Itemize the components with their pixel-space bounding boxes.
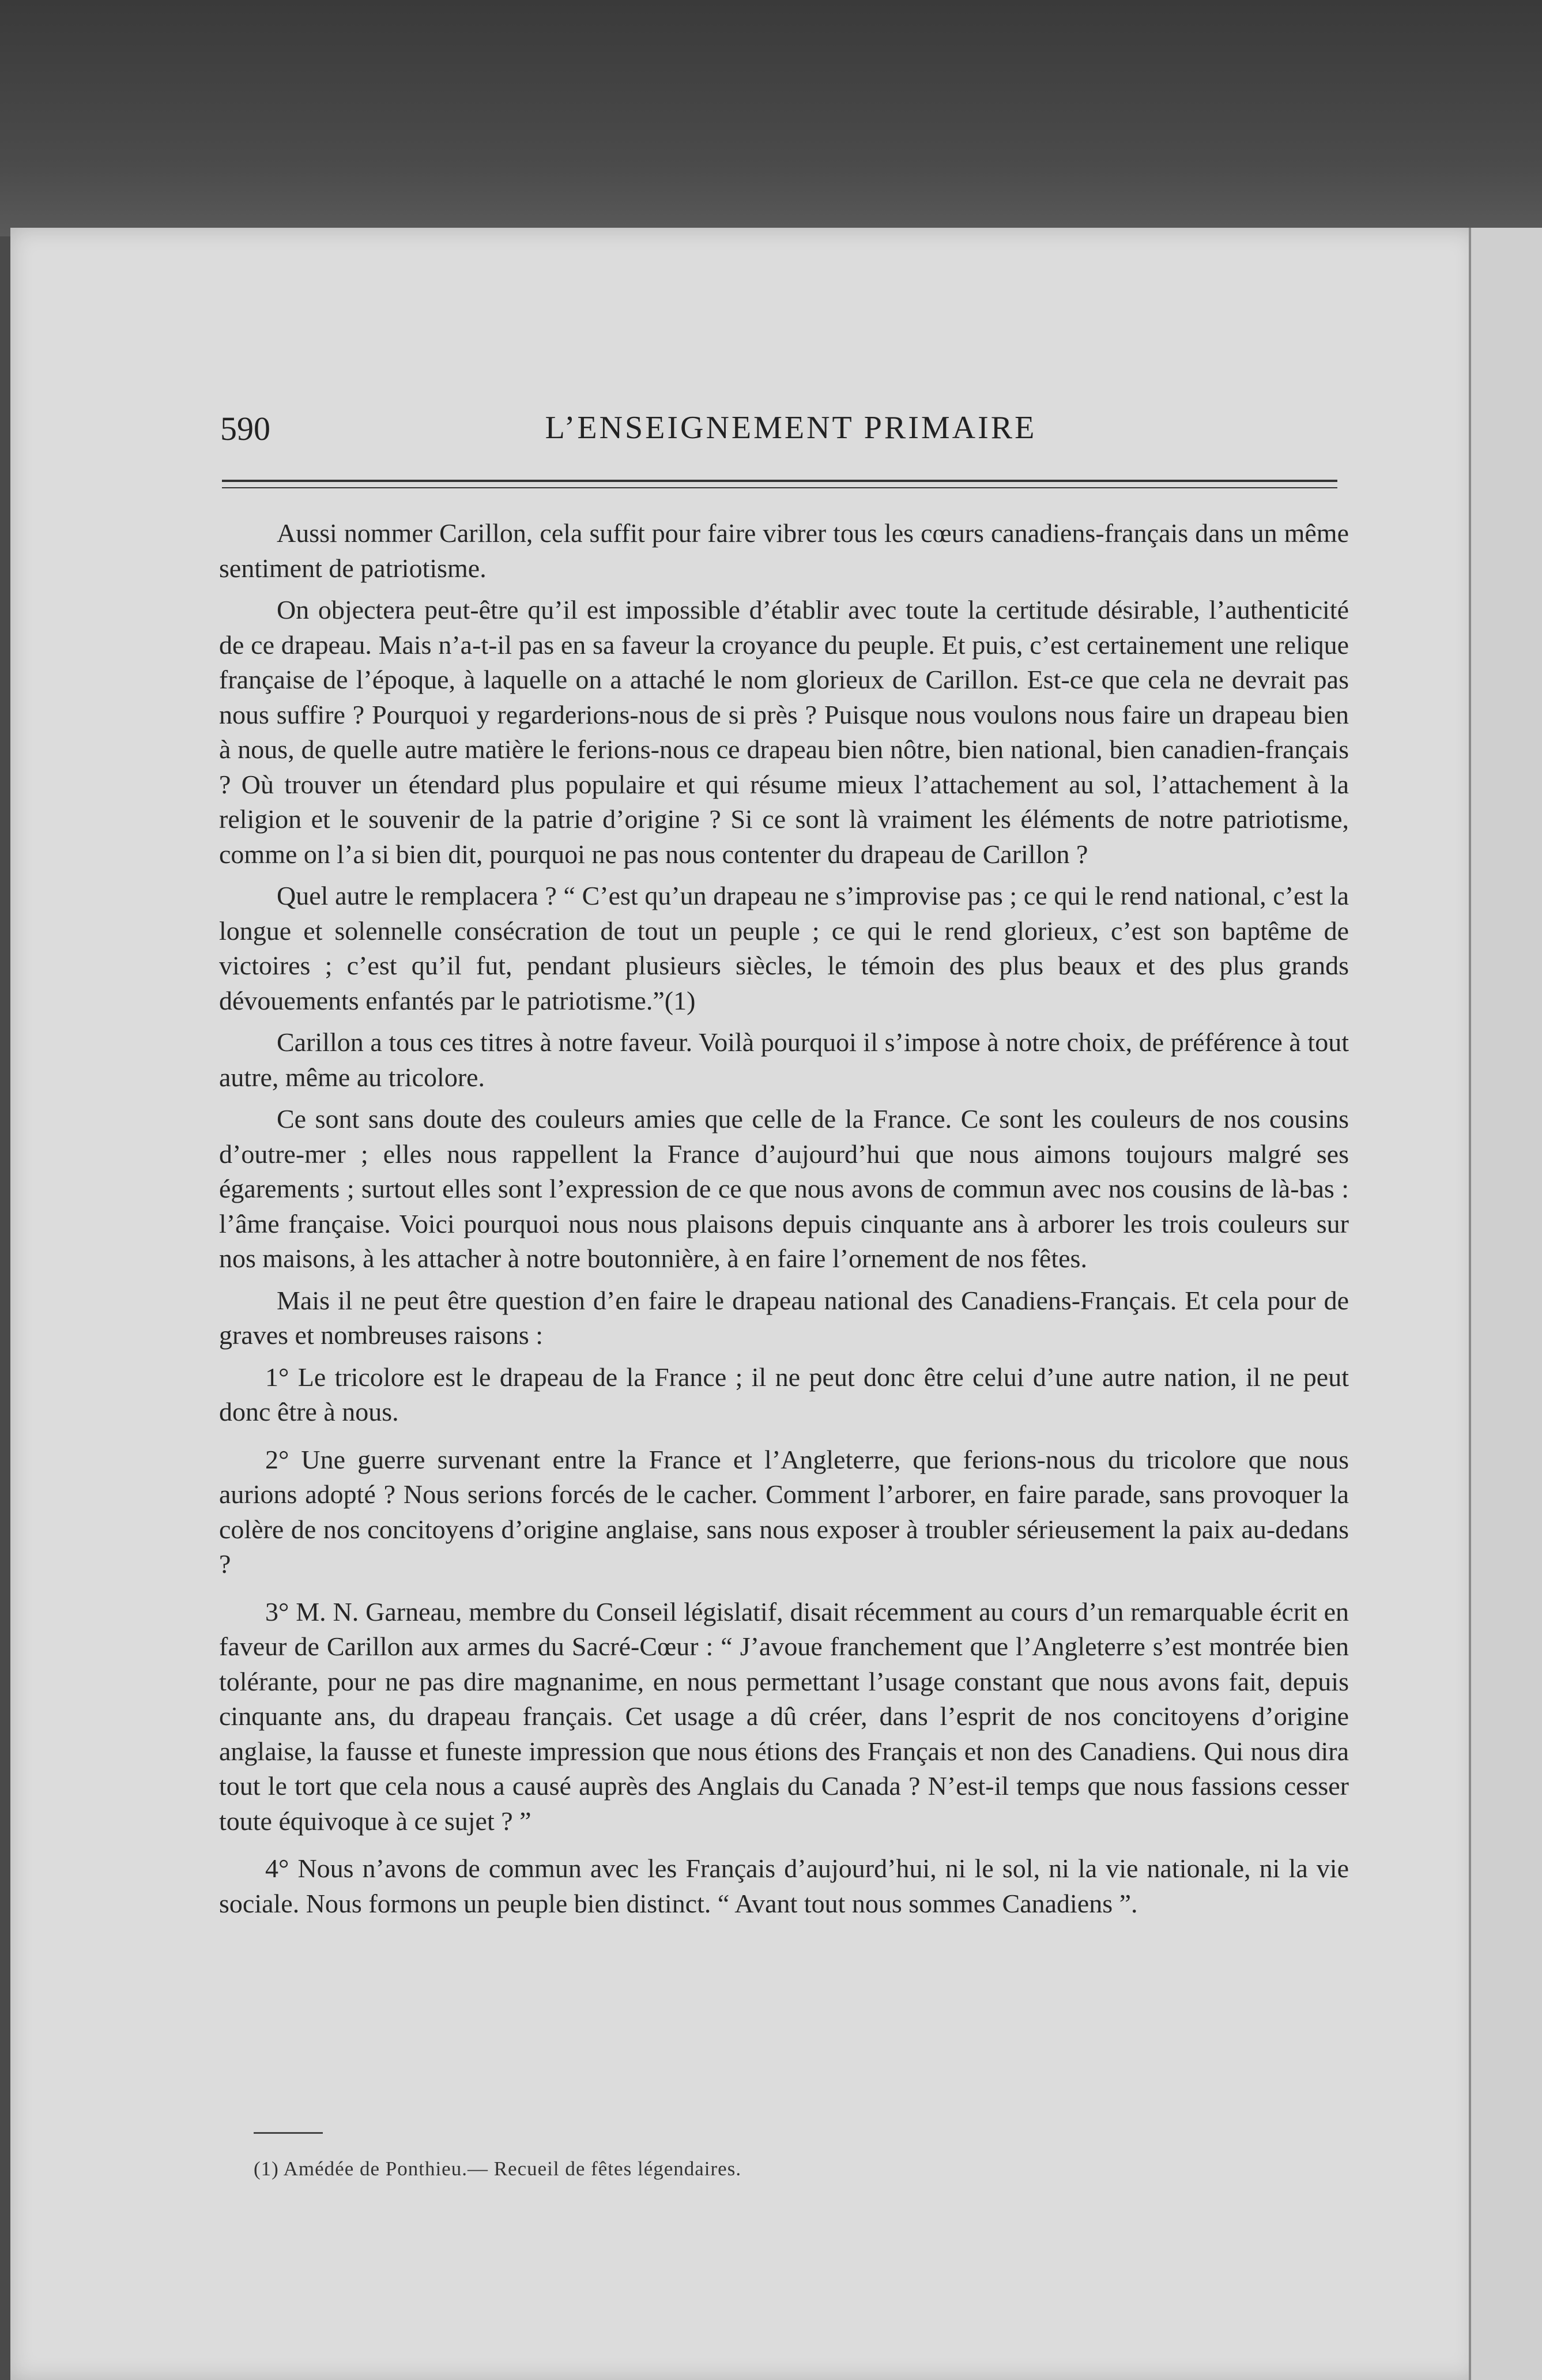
header-rule-thin <box>222 487 1337 488</box>
page-header <box>209 404 1339 455</box>
paragraph: Aussi nommer Carillon, cela suffit pour faire vibrer tous les cœurs canadiens-français dans un même sentiment de patriotisme. <box>219 518 1349 583</box>
numbered-point: 1° Le tricolore est le drapeau de la France ; il ne peut donc être celui d’une autre nation, il ne peut donc être à nous. <box>219 1362 1349 1426</box>
paragraph: Quel autre le remplacera ? “ C’est qu’un drapeau ne s’improvise pas ; ce qui le rend national, c’est la longue et solennelle consécration de tout un peuple ; ce qui le rend glorieux, c’est son baptême de victoires ; c’est qu’il fut, pendant plusieurs siècles, le témoin des plus beaux et des plus grands dévouements enfantés par le patriotisme.”(1) <box>219 881 1349 1015</box>
numbered-point: 4° Nous n’avons de commun avec les Français d’aujourd’hui, ni le sol, ni la vie nationale, ni la vie sociale. Nous formons un peuple bien distinct. “ Avant tout nous sommes Canadiens ”. <box>219 1854 1349 1918</box>
paragraph: Carillon a tous ces titres à notre faveur. Voilà pourquoi il s’impose à notre choix, de préférence à tout autre, même au tricolore. <box>219 1027 1349 1092</box>
scanner-background <box>0 0 1542 236</box>
page-number: 590 <box>220 410 270 447</box>
footnote-rule <box>254 2132 323 2134</box>
page-edge <box>1469 228 1542 2380</box>
numbered-point: 3° M. N. Garneau, membre du Conseil législatif, disait récemment au cours d’un remarquable écrit en faveur de Carillon aux armes du Sacré-Cœur : “ J’avoue franchement que l’Angleterre s’est montrée bien tolérante, pour ne pas dire magnanime, en nous permettant l’usage constant que nous avons fait, depuis cinquante ans, du drapeau français. Cet usage a dû créer, dans l’esprit de nos concitoyens d’origine anglaise, la fausse et funeste impression que nous étions des Français et non des Canadiens. Qui nous dira tout le tort que cela nous a causé auprès des Anglais du Canada ? N’est-il temps que nous fassions cesser toute équivoque à ce sujet ? ” <box>219 1596 1349 1836</box>
footnote: (1) Amédée de Ponthieu.— Recueil de fêtes légendaires. <box>254 2157 742 2180</box>
running-title: L’ENSEIGNEMENT PRIMAIRE <box>545 410 1037 446</box>
numbered-point: 2° Une guerre survenant entre la France et l’Angleterre, que ferions-nous du tricolore que nous aurions adopté ? Nous serions forcés de le cacher. Comment l’arborer, en faire parade, sans provoquer la colère de nos concitoyens d’origine anglaise, sans nous exposer à troubler sérieusement la paix au-dedans ? <box>219 1444 1349 1579</box>
header-rule <box>222 480 1337 482</box>
paragraph: Ce sont sans doute des couleurs amies que celle de la France. Ce sont les couleurs de nos cousins d’outre-mer ; elles nous rappellent la France d’aujourd’hui que nous aimons toujours malgré ses égarements ; surtout elles sont l’expression de ce que nous avons de commun avec nos cousins de là-bas : l’âme française. Voici pourquoi nous nous plaisons depuis cinquante ans à arborer les trois couleurs sur nos maisons, à les attacher à notre boutonnière, à en faire l’ornement de nos fêtes. <box>219 1104 1349 1273</box>
paragraph: On objectera peut-être qu’il est impossible d’établir avec toute la certitude désirable, l’authenticité de ce drapeau. Mais n’a-t-il pas en sa faveur la croyance du peuple. Et puis, c’est certainement une relique française de l’époque, à laquelle on a attaché le nom glorieux de Carillon. Est-ce que cela ne devrait pas nous suffire ? Pourquoi y regarderions-nous de si près ? Puisque nous voulons nous faire un drapeau bien à nous, de quelle autre matière le ferions-nous ce drapeau bien nôtre, bien national, bien canadien-français ? Où trouver un étendard plus populaire et qui résume mieux l’attachement au sol, l’attachement à la religion et le souvenir de la patrie d’origine ? Si ce sont là vraiment les éléments de notre patriotisme, comme on l’a si bien dit, pourquoi ne pas nous contenter du drapeau de Carillon ? <box>219 595 1349 869</box>
paragraph: Mais il ne peut être question d’en faire le drapeau national des Canadiens-Français. Et cela pour de graves et nombreuses raisons : <box>219 1285 1349 1350</box>
body-text <box>219 516 1349 1934</box>
